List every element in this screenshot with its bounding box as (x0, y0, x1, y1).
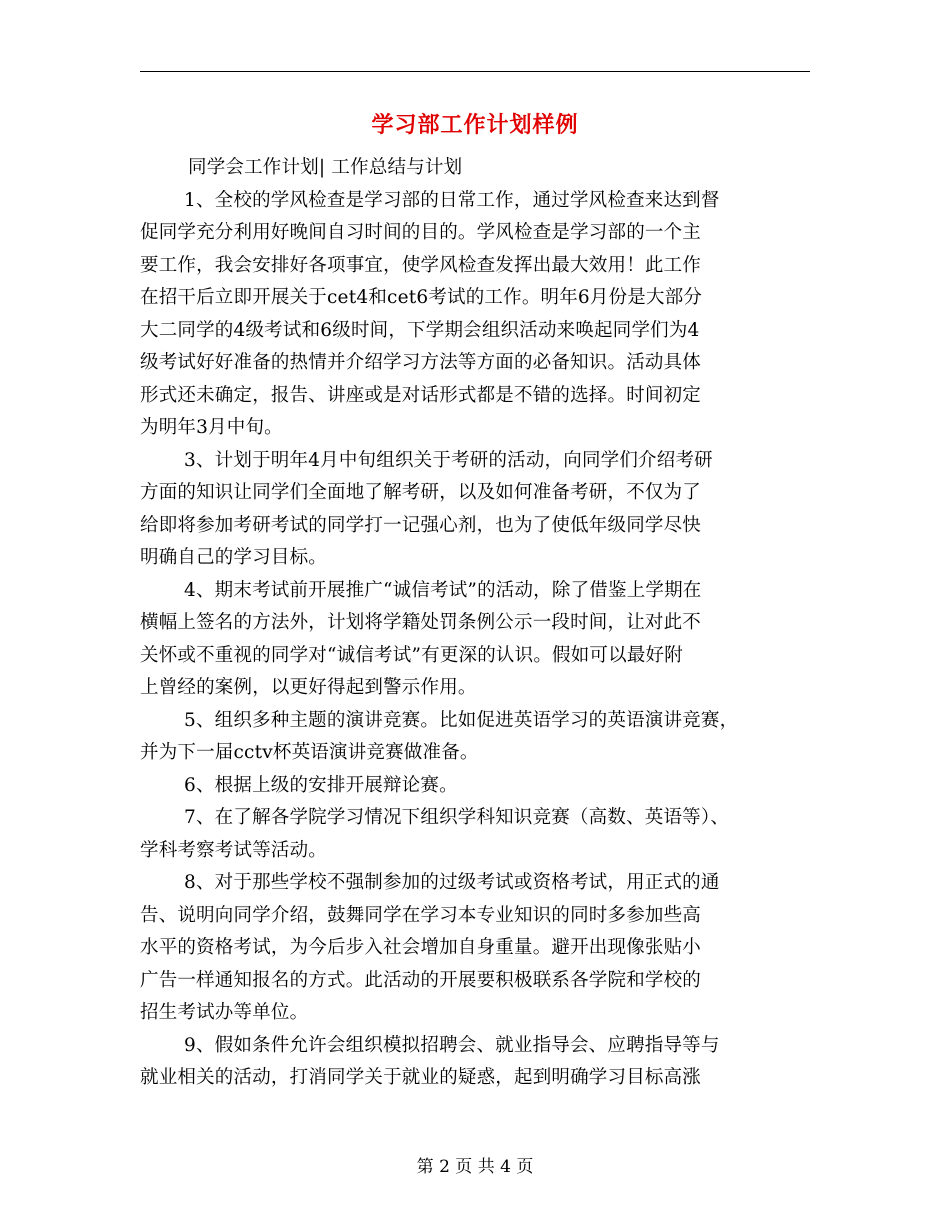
body-line: 横幅上签名的方法外，计划将学籍处罚条例公示一段时间，让对此不 (140, 612, 702, 633)
body-line: 1、全校的学风检查是学习部的日常工作，通过学风检查来达到督 (184, 189, 720, 211)
body-line: 在招干后立即开展关于cet4和cet6考试的工作。明年6月份是大部分 (140, 287, 703, 308)
body-line: 上曾经的案例，以更好得起到警示作用。 (140, 677, 477, 698)
body-line: 水平的资格考试，为今后步入社会增加自身重量。避开出现像张贴小 (140, 937, 702, 958)
body-line: 方面的知识让同学们全面地了解考研，以及如何准备考研，不仅为了 (140, 482, 702, 503)
body-line: 并为下一届cctv杯英语演讲竞赛做准备。 (140, 742, 479, 763)
document-title: 学习部工作计划样例 (371, 112, 579, 138)
body-line: 关怀或不重视的同学对“诚信考试”有更深的认识。假如可以最好附 (140, 644, 683, 666)
body-line: 促同学充分利用好晚间自习时间的目的。学风检查是学习部的一个主 (140, 222, 702, 243)
body-line: 形式还未确定，报告、讲座或是对话形式都是不错的选择。时间初定 (140, 384, 702, 406)
body-line: 7、在了解各学院学习情况下组织学科知识竞赛（高数、英语等）、 (184, 807, 730, 828)
body-line: 3、计划于明年4月中旬组织关于考研的活动，向同学们介绍考研 (184, 449, 713, 471)
document-body (140, 152, 820, 1095)
body-line: 就业相关的活动，打消同学关于就业的疑惑，起到明确学习目标高涨 (140, 1067, 702, 1088)
page-number-footer: 第 2 页 共 4 页 (416, 1157, 534, 1177)
body-line: 级考试好好准备的热情并介绍学习方法等方面的必备知识。活动具体 (140, 352, 702, 373)
body-line: 招生考试办等单位。 (140, 1002, 309, 1023)
body-line: 9、假如条件允许会组织模拟招聘会、就业指导会、应聘指导等与 (184, 1034, 720, 1056)
body-line: 4、期末考试前开展推广“诚信考试”的活动，除了借鉴上学期在 (184, 579, 702, 601)
document-subtitle: 同学会工作计划| 工作总结与计划 (188, 157, 463, 178)
body-line: 大二同学的4级考试和6级时间，下学期会组织活动来唤起同学们为4 (140, 319, 700, 341)
body-line: 广告一样通知报名的方式。此活动的开展要积极联系各学院和学校的 (140, 969, 702, 991)
body-line: 告、说明向同学介绍，鼓舞同学在学习本专业知识的同时多参加些高 (140, 904, 702, 926)
header-rule (140, 71, 810, 72)
body-line: 给即将参加考研考试的同学打一记强心剂，也为了使低年级同学尽快 (140, 514, 702, 536)
body-line: 要工作，我会安排好各项事宜，使学风检查发挥出最大效用！此工作 (140, 254, 702, 276)
body-line: 学科考察考试等活动。 (140, 839, 328, 861)
body-line: 8、对于那些学校不强制参加的过级考试或资格考试，用正式的通 (184, 872, 720, 893)
body-line: 5、组织多种主题的演讲竞赛。比如促进英语学习的英语演讲竞赛， (184, 709, 739, 731)
body-line: 为明年3月中旬。 (140, 417, 283, 438)
body-line: 6、根据上级的安排开展辩论赛。 (184, 774, 458, 796)
body-line: 明确自己的学习目标。 (140, 547, 328, 568)
